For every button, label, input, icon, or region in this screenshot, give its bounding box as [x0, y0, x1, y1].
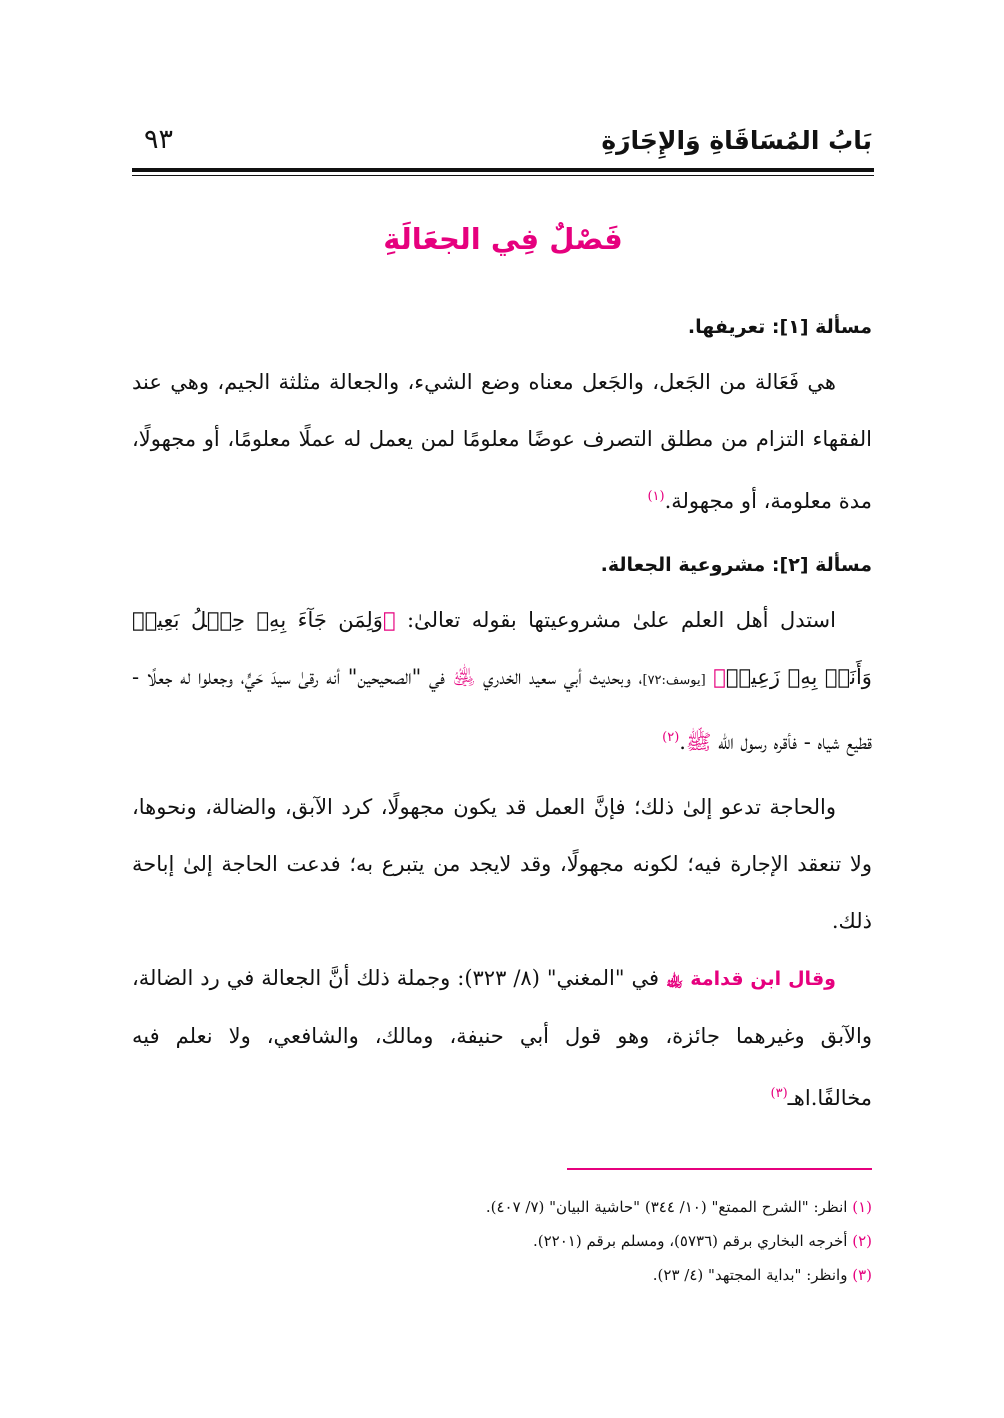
footnote-text: وانظر: "بداية المجتهد" (٤/ ٢٣).: [652, 1266, 848, 1284]
issue-2-text-c: أنه رقىٰ سيدَ حَيٍّ، وجعلوا له جعلًا - قطيع شياه - فأقره رسول الله: [132, 665, 872, 754]
quran-reference: [يوسف:٧٢]: [642, 673, 706, 688]
header-rule-thin: [132, 175, 874, 176]
honorific-saw-glyph: ﷺ: [685, 730, 712, 754]
header-rule-thick: [132, 168, 874, 172]
footnote-2: [132, 1224, 872, 1258]
issue-1-title: مسألة [١]: تعريفها.: [687, 316, 872, 338]
mughni-title: "المغني": [546, 966, 625, 990]
footnote-number: (٢): [852, 1232, 872, 1250]
issue-2-text-b: في: [428, 665, 445, 689]
chapter-title: بَابُ المُسَاقَاةِ وَالإِجَارَةِ: [601, 126, 872, 155]
footnote-ref-1: (١): [647, 489, 665, 504]
footnote-text: أخرجه البخاري برقم (٥٧٣٦)، ومسلم برقم (٢٢٠١).: [532, 1232, 848, 1250]
ibn-qudamah-lead: وقال ابن قدامة ﵀: [666, 968, 836, 990]
footnote-number: (١): [852, 1198, 872, 1216]
footnote-text: انظر: "الشرح الممتع" (١٠/ ٣٤٤) "حاشية البيان" (٧/ ٤٠٧).: [485, 1198, 848, 1216]
quran-bracket-open: ﴿: [382, 608, 396, 632]
issue-2-text-rest: (٨/ ٣٢٣): وجملة ذلك أنَّ الجعالة في رد الضالة، والآبق وغيرهما جائزة، وهو قول أبي حنيفة، ومالك، والشافعي، ولا نعلم فيه مخالفًا.اهـ: [132, 966, 872, 1110]
issue-2-paragraph-2: والحاجة تدعو إلىٰ ذلك؛ فإنَّ العمل قد يكون مجهولًا، كرد الآبق، والضالة، ونحوها، ولا تنعقد الإجارة فيه؛ لكونه مجهولًا، وقد لايجد من يتبرع به؛ فدعت الحاجة إلىٰ إباحة ذلك.: [132, 795, 872, 933]
page-header: [132, 118, 872, 170]
footnote-1: [132, 1190, 872, 1224]
footnote-ref-2: (٢): [662, 730, 680, 745]
issue-2-paragraph-1: [132, 592, 872, 771]
footnote-separator: [567, 1168, 872, 1170]
footnote-3: [132, 1258, 872, 1292]
issue-1-paragraph: [132, 354, 872, 530]
issue-1-text: هي فَعَالة من الجَعل، والجَعل معناه وضع الشيء، والجعالة مثلثة الجيم، وهي عند الفقهاء التزام من مطلق التصرف عوضًا معلومًا لمن يعمل له عملًا معلومًا، أو مجهولًا، مدة معلومة، أو مجهولة.: [132, 370, 872, 513]
issue-2-text-end: .: [679, 730, 686, 754]
issue-2-text-in: في: [631, 966, 660, 990]
issue-2-paragraph-3: [132, 950, 872, 1127]
issue-2-intro: استدل أهل العلم علىٰ مشروعيتها بقوله تعالىٰ:: [406, 608, 836, 632]
quran-bracket-close: ﴾: [713, 665, 726, 689]
issue-2-text-a: ، وبحديث أبي سعيد الخدري: [483, 665, 643, 689]
issue-2-title: مسألة [٢]: مشروعية الجعالة.: [600, 554, 872, 576]
sahihain-title: "الصحيحين": [347, 665, 422, 689]
quran-verse: وَلِمَن جَآءَ بِهِۦ حِمۡلُ بَعِيرٖ وَأَنَا۠ بِهِۦ زَعِيمٞ: [132, 608, 872, 689]
footnote-ref-3: (٣): [770, 1086, 788, 1101]
main-content: [132, 310, 872, 1127]
section-heading: فَصْلٌ فِي الجعَالَةِ: [383, 222, 623, 256]
footnote-number: (٣): [852, 1266, 872, 1284]
honorific-ra-glyph: ﵁: [452, 665, 476, 689]
page-number: ٩٣: [144, 124, 174, 155]
footnotes: [132, 1190, 872, 1292]
